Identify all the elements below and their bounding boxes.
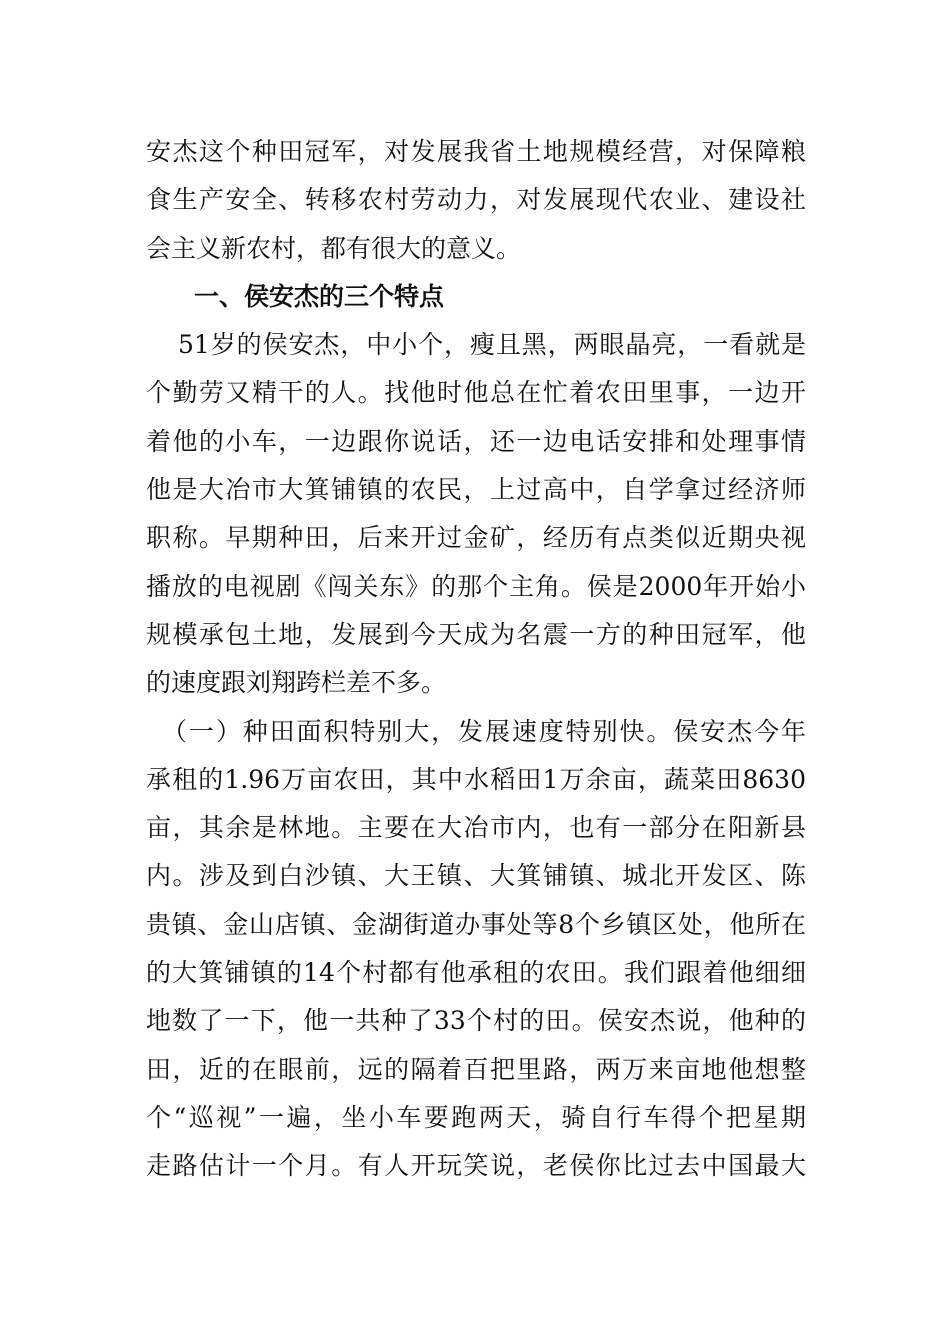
text-line: 内。涉及到白沙镇、大王镇、大箕铺镇、城北开发区、陈 (146, 861, 806, 891)
text-line: 的大箕铺镇的14个村都有他承租的农田。我们跟着他细细 (146, 958, 806, 988)
text-line: 食生产安全、转移农村劳动力，对发展现代农业、建设社 (146, 185, 806, 215)
text-line: 安杰这个种田冠军，对发展我省土地规模经营，对保障粮 (146, 137, 806, 166)
text-line: 地数了一下，他一共种了33个村的田。侯安杰说，他种的 (146, 1006, 806, 1036)
text-line: 走路估计一个月。有人开玩笑说，老侯你比过去中国最大 (146, 1151, 806, 1181)
text-line: 播放的电视剧《闯关东》的那个主角。侯是2000年开始小 (146, 571, 806, 601)
text-line: 他是大冶市大箕铺镇的农民，上过高中，自学拿过经济师 (146, 475, 806, 505)
text-line: 承租的1.96万亩农田，其中水稻田1万余亩，蔬菜田8630 (146, 764, 806, 794)
section-heading: 一、侯安杰的三个特点 (194, 281, 445, 311)
text-line: 贵镇、金山店镇、金湖街道办事处等8个乡镇区处，他所在 (146, 909, 806, 939)
text-line: 着他的小车，一边跟你说话，还一边电话安排和处理事情 (146, 426, 806, 456)
text-line: 亩，其余是林地。主要在大冶市内，也有一部分在阳新县 (146, 813, 806, 843)
subsection-line: （一）种田面积特别大，发展速度特别快。侯安杰今年 (162, 716, 806, 746)
text-line: 51岁的侯安杰，中小个，瘦且黑，两眼晶亮，一看就是 (178, 330, 806, 360)
document-body (146, 128, 806, 1191)
text-line: 田，近的在眼前，远的隔着百把里路，两万来亩地他想整 (146, 1054, 806, 1084)
text-line: 的速度跟刘翔跨栏差不多。 (146, 668, 447, 698)
text-line: 规模承包土地，发展到今天成为名震一方的种田冠军，他 (146, 619, 806, 649)
text-line: 会主义新农村，都有很大的意义。 (146, 233, 522, 263)
text-line: 个勤劳又精干的人。找他时他总在忙着农田里事，一边开 (146, 378, 806, 408)
text-line: 职称。早期种田，后来开过金矿，经历有点类似近期央视 (146, 523, 806, 553)
text-line: 个“巡视”一遍，坐小车要跑两天，骑自行车得个把星期 (146, 1102, 806, 1132)
